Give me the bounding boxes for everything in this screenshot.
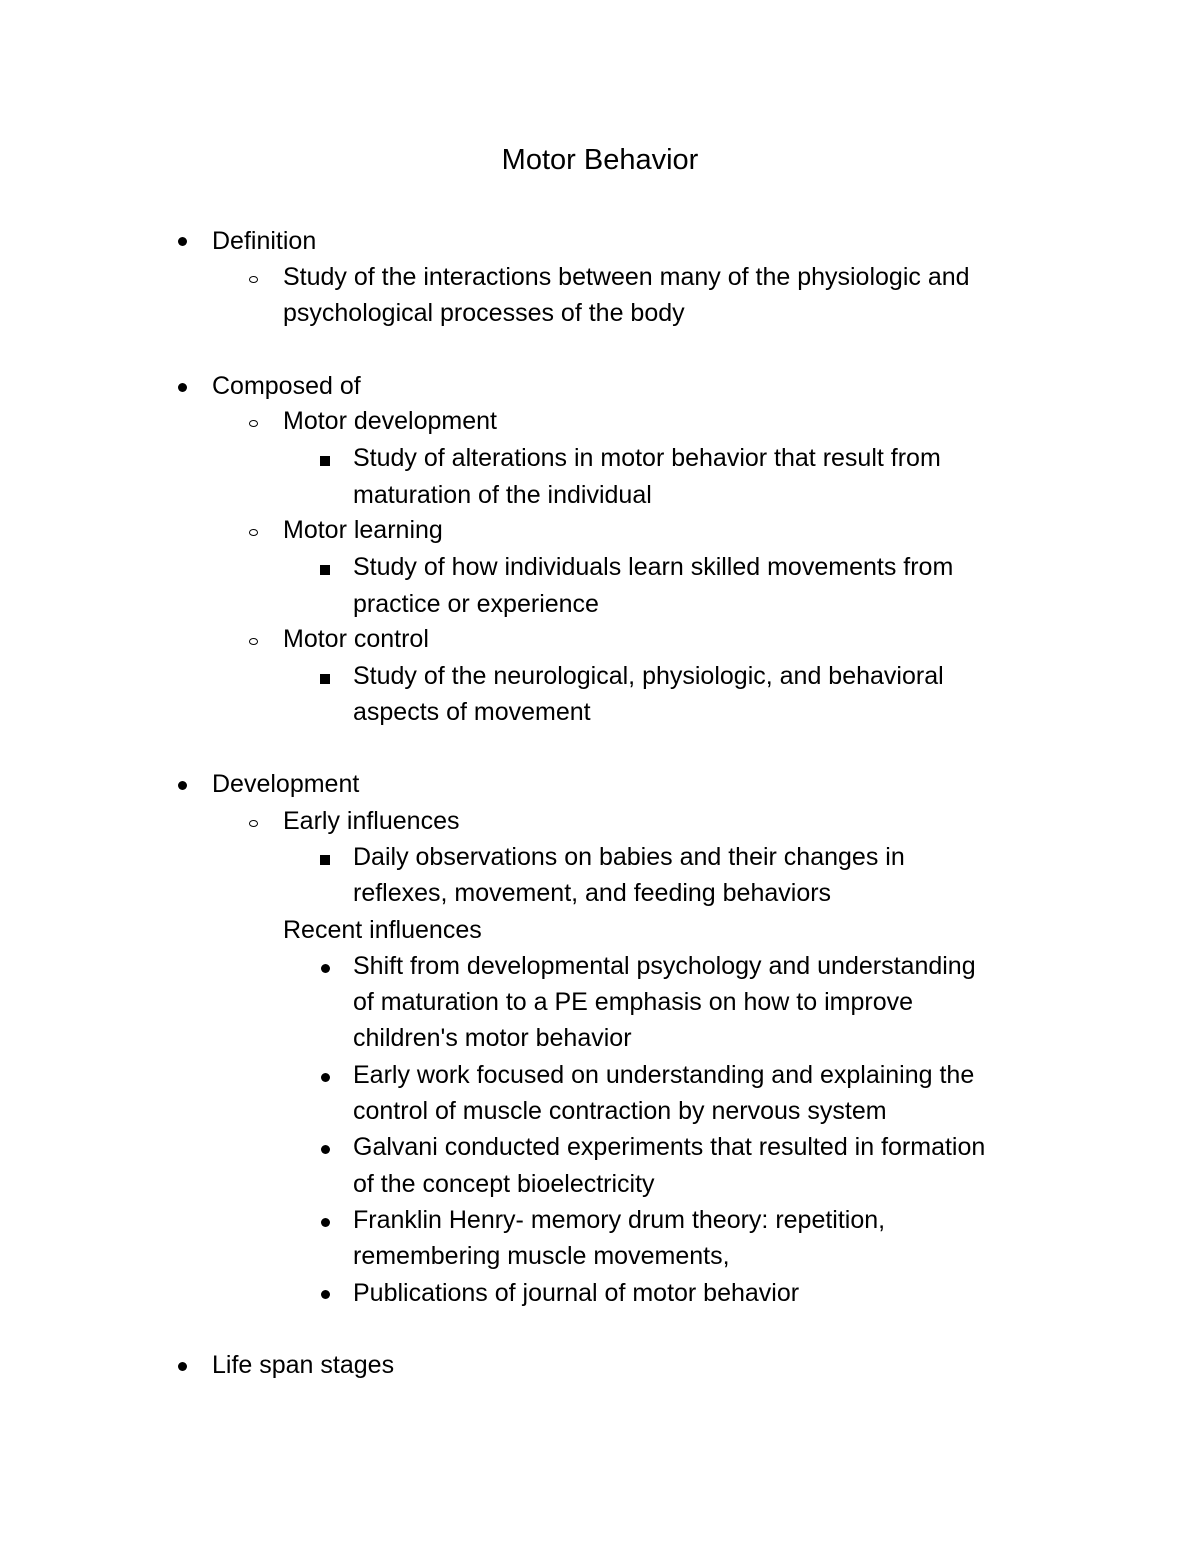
- bullet-dot-icon: [178, 781, 187, 790]
- bullet-ring-icon: [249, 420, 258, 427]
- section-heading-composed-of: Composed of: [212, 372, 361, 400]
- bullet-dot-icon: [321, 1145, 330, 1154]
- bullet-dot-icon: [178, 1362, 187, 1371]
- section-heading-life-span: Life span stages: [212, 1351, 395, 1379]
- definition-line-2: psychological processes of the body: [283, 299, 685, 327]
- section-heading-definition: Definition: [212, 227, 317, 255]
- recent-item-1-line-2: of maturation to a PE emphasis on how to improve: [353, 988, 914, 1016]
- motor-learning-label: Motor learning: [283, 516, 443, 544]
- bullet-dot-icon: [321, 1290, 330, 1299]
- motor-learning-detail-1: Study of how individuals learn skilled movements from: [353, 553, 954, 581]
- bullet-dot-icon: [321, 1218, 330, 1227]
- motor-learning-detail-2: practice or experience: [353, 590, 599, 618]
- bullet-ring-icon: [249, 276, 258, 283]
- bullet-square-icon: [320, 855, 330, 865]
- recent-item-4-line-1: Franklin Henry- memory drum theory: repetition,: [353, 1206, 886, 1234]
- early-influences-detail-2: reflexes, movement, and feeding behaviors: [353, 879, 832, 907]
- motor-development-label: Motor development: [283, 407, 498, 435]
- recent-item-2-line-1: Early work focused on understanding and explaining the: [353, 1061, 975, 1089]
- bullet-ring-icon: [249, 820, 258, 827]
- motor-control-label: Motor control: [283, 625, 429, 653]
- recent-item-4-line-2: remembering muscle movements,: [353, 1242, 730, 1270]
- recent-item-5-line-1: Publications of journal of motor behavior: [353, 1279, 800, 1307]
- motor-development-detail-1: Study of alterations in motor behavior that result from: [353, 444, 941, 472]
- section-heading-development: Development: [212, 770, 360, 798]
- bullet-dot-icon: [321, 1073, 330, 1082]
- recent-item-3-line-1: Galvani conducted experiments that resulted in formation: [353, 1133, 986, 1161]
- early-influences-detail-1: Daily observations on babies and their changes in: [353, 843, 905, 871]
- recent-item-3-line-2: of the concept bioelectricity: [353, 1170, 655, 1198]
- recent-item-1-line-1: Shift from developmental psychology and understanding: [353, 952, 976, 980]
- bullet-dot-icon: [178, 237, 187, 246]
- page-title: Motor Behavior: [501, 144, 699, 176]
- early-influences-label: Early influences: [283, 807, 460, 835]
- recent-item-1-line-3: children's motor behavior: [353, 1024, 632, 1052]
- bullet-dot-icon: [178, 383, 187, 392]
- bullet-ring-icon: [249, 638, 258, 645]
- definition-line-1: Study of the interactions between many of the physiologic and: [283, 263, 970, 291]
- bullet-ring-icon: [249, 529, 258, 536]
- bullet-square-icon: [320, 456, 330, 466]
- recent-influences-label: Recent influences: [283, 916, 482, 944]
- bullet-dot-icon: [321, 964, 330, 973]
- recent-item-2-line-2: control of muscle contraction by nervous system: [353, 1097, 887, 1125]
- bullet-square-icon: [320, 674, 330, 684]
- motor-control-detail-2: aspects of movement: [353, 698, 591, 726]
- motor-control-detail-1: Study of the neurological, physiologic, and behavioral: [353, 662, 944, 690]
- bullet-square-icon: [320, 565, 330, 575]
- motor-development-detail-2: maturation of the individual: [353, 481, 652, 509]
